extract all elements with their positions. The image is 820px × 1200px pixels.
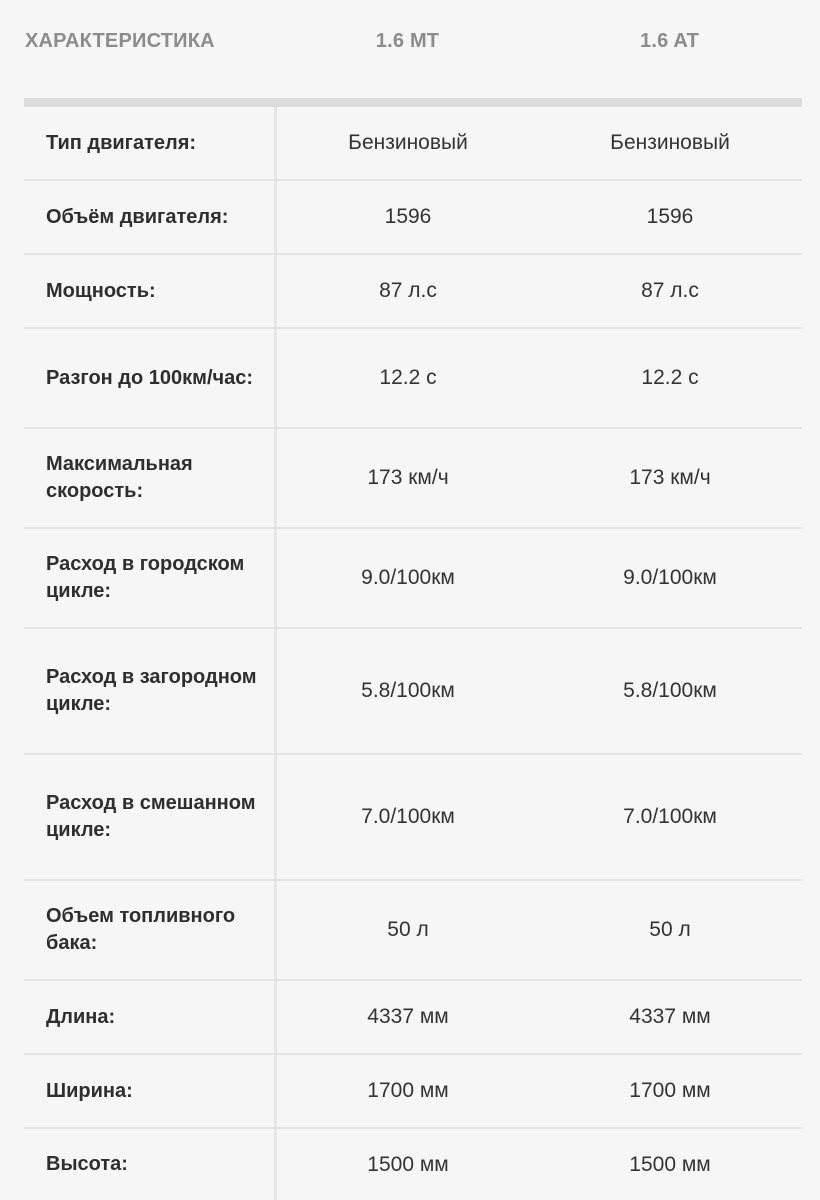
- table-row: [24, 255, 802, 329]
- table-header: [0, 0, 820, 90]
- row-value-at: 1700 мм: [629, 1079, 711, 1102]
- row-value-mt: 9.0/100км: [361, 566, 455, 589]
- table-row: [24, 755, 802, 881]
- row-value-at: 9.0/100км: [623, 566, 717, 589]
- header-divider: [24, 98, 802, 107]
- row-value-at: 1596: [646, 205, 694, 228]
- row-value-at: 5.8/100км: [623, 679, 717, 702]
- row-value-at: 12.2 с: [641, 366, 699, 389]
- row-value-mt: 50 л: [387, 918, 429, 941]
- table-row: [24, 629, 802, 755]
- row-value-mt: 87 л.с: [379, 279, 437, 302]
- row-label: Высота:: [46, 1153, 128, 1175]
- table-row: [24, 881, 802, 981]
- row-value-at: 7.0/100км: [623, 805, 717, 828]
- row-label: Расход в городском цикле:: [46, 553, 245, 602]
- row-value-mt: 4337 мм: [367, 1005, 449, 1028]
- table-row: [24, 1129, 802, 1200]
- row-value-mt: 7.0/100км: [361, 805, 455, 828]
- row-value-at: 173 км/ч: [629, 466, 711, 489]
- row-value-mt: 1500 мм: [367, 1152, 449, 1176]
- row-value-mt: 1596: [384, 205, 432, 228]
- row-value-at: 50 л: [649, 918, 691, 941]
- row-value-at: 1500 мм: [629, 1152, 711, 1176]
- row-label: Расход в смешанном цикле:: [46, 792, 256, 841]
- table-row: [24, 981, 802, 1055]
- table-row: [24, 107, 802, 181]
- header-mt: 1.6 MT: [375, 30, 440, 52]
- row-label: Мощность:: [46, 279, 156, 302]
- row-label: Ширина:: [46, 1079, 133, 1102]
- row-value-at: 4337 мм: [629, 1005, 711, 1028]
- row-value-mt: 173 км/ч: [367, 466, 449, 489]
- table-row: [24, 529, 802, 629]
- row-label: Тип двигателя:: [46, 131, 197, 154]
- row-value-at: 87 л.с: [641, 279, 699, 302]
- row-value-mt: 1700 мм: [367, 1079, 449, 1102]
- row-label: Объем топливного бака:: [46, 905, 236, 954]
- row-value-at: Бензиновый: [610, 131, 730, 154]
- table-row: [24, 1055, 802, 1129]
- table-row: [24, 181, 802, 255]
- header-characteristic: ХАРАКТЕРИСТИКА: [25, 30, 215, 52]
- row-label: Расход в загородном цикле:: [46, 666, 257, 715]
- table-row: [24, 329, 802, 429]
- row-value-mt: 5.8/100км: [361, 679, 455, 702]
- row-label: Разгон до 100км/час:: [46, 366, 254, 389]
- table-row: [24, 429, 802, 529]
- row-label: Максимальная скорость:: [46, 453, 193, 502]
- header-at: 1.6 AT: [640, 30, 699, 52]
- row-label: Объём двигателя:: [46, 205, 229, 228]
- row-value-mt: 12.2 с: [379, 366, 437, 389]
- row-label: Длина:: [46, 1005, 116, 1028]
- row-value-mt: Бензиновый: [348, 131, 468, 154]
